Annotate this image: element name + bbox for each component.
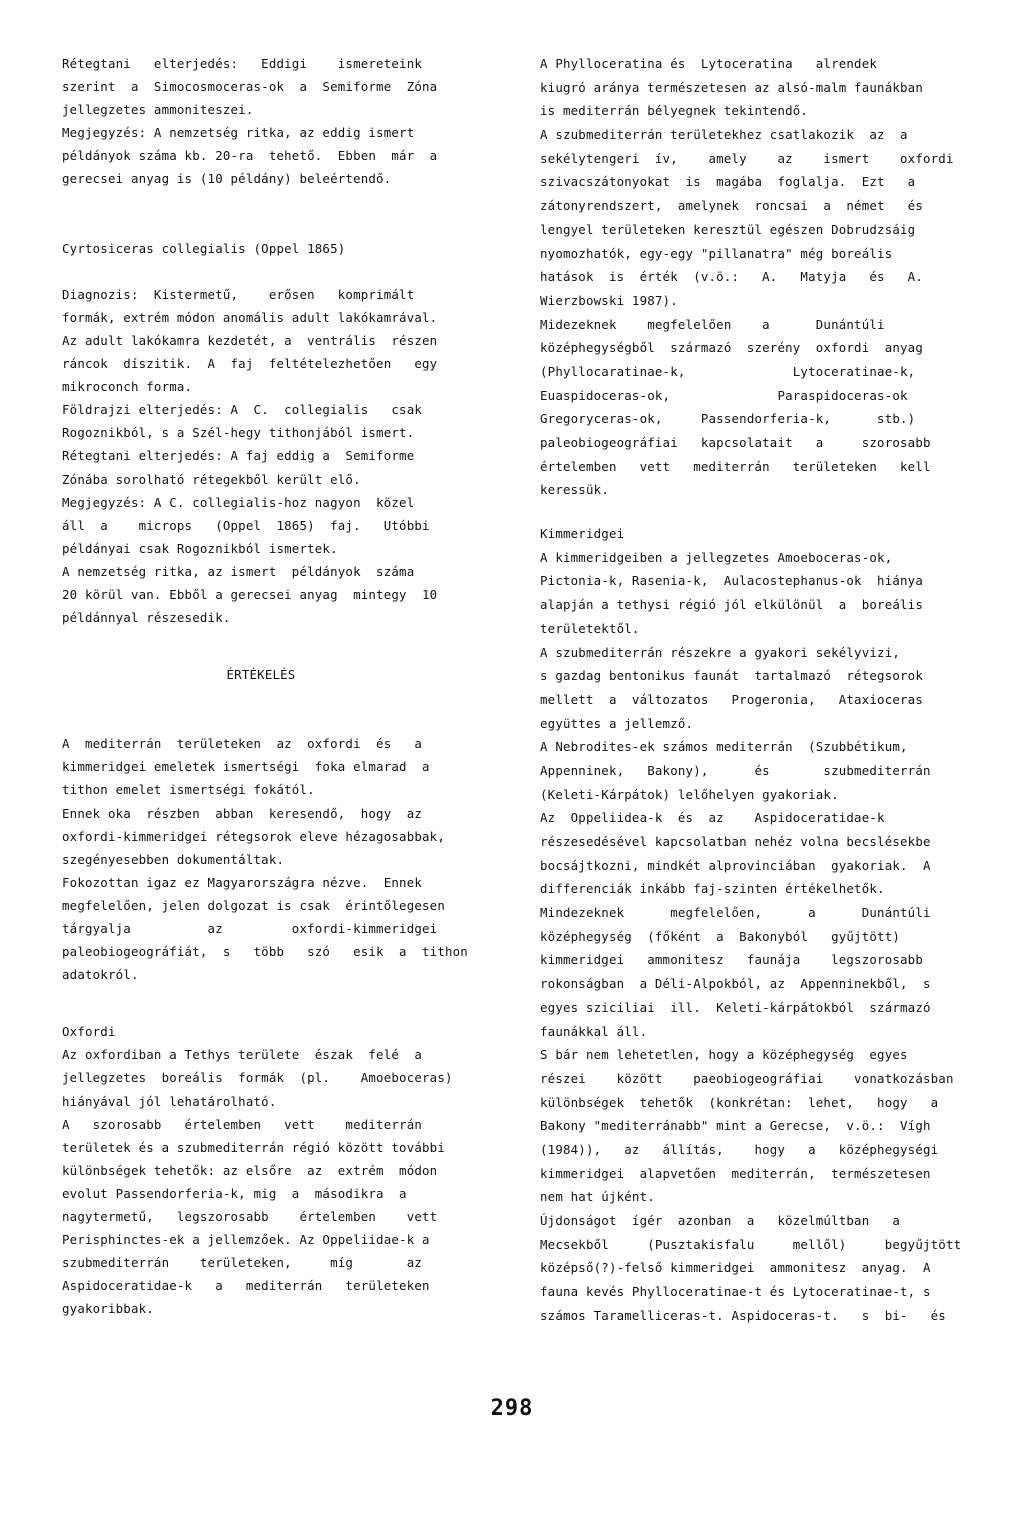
text-line: hatások is érték (v.ö.: A. Matyja és A. xyxy=(540,269,923,285)
text-line: területektől. xyxy=(540,620,640,636)
text-line: Rétegtani elterjedés: A faj eddig a Semiforme xyxy=(62,448,415,464)
paragraph-oxford xyxy=(62,1043,460,1320)
right-column xyxy=(540,52,962,1327)
text-line: is mediterrán bélyegnek tekintendő. xyxy=(540,103,809,119)
page-number: 298 xyxy=(490,1396,534,1421)
text-line: szerint a Simocosmoceras-ok a Semiforme Zóna xyxy=(62,79,438,95)
text-line: középhegységből származó szerény oxfordi anyag xyxy=(540,340,923,356)
text-line: szegényesebben dokumentáltak. xyxy=(62,851,285,867)
paragraph-kimmeridge xyxy=(540,546,962,1328)
text-line: Appenninek, Bakony), és szubmediterrán xyxy=(540,762,931,778)
text-line: Megjegyzés: A nemzetség ritka, az eddig ismert xyxy=(62,125,415,141)
text-line: Bakony "mediterránabb" mint a Gerecse, v.ö.: Vígh xyxy=(540,1118,931,1134)
text-line: paleobiogeográfiát, s több szó esik a tithon xyxy=(62,944,468,960)
text-line: sekélytengeri ív, amely az ismert oxfordi xyxy=(540,150,954,166)
text-line: jellegzetes boreális formák (pl. Amoeboceras) xyxy=(62,1070,453,1086)
text-line: áll a microps (Oppel 1865) faj. Utóbbi xyxy=(62,517,430,533)
text-line: Újdonságot ígér azonban a közelmúltban a xyxy=(540,1213,901,1228)
text-line: Fokozottan igaz ez Magyarországra nézve. Ennek xyxy=(62,874,423,890)
text-line: nem hat újként. xyxy=(540,1189,655,1205)
text-line: példánnyal részesedik. xyxy=(62,610,231,626)
text-line: területek és a szubmediterrán régió között további xyxy=(62,1139,445,1155)
text-line: Mindezeknek megfelelően, a Dunántúli xyxy=(540,905,931,921)
text-line: szubmediterrán területeken, míg az xyxy=(62,1255,423,1271)
text-line: tárgyalja az oxfordi-kimmeridgei xyxy=(62,921,438,936)
text-line: A szorosabb értelemben vett mediterrán xyxy=(62,1116,423,1132)
text-line: különbségek tehetők (konkrétan: lehet, hogy a xyxy=(540,1094,939,1110)
text-line: Aspidoceratidae-k a mediterrán területeken xyxy=(62,1278,430,1294)
text-line: egyes sziciliai ill. Keleti-kárpátokból származó xyxy=(540,999,931,1015)
text-line: A mediterrán területeken az oxfordi és a xyxy=(62,736,423,752)
text-line: részei között paeobiogeográfiai vonatkozásban xyxy=(540,1070,954,1086)
species-title: Cyrtosiceras collegialis (Oppel 1865) xyxy=(62,240,346,256)
text-line: mellett a változatos Progeronia, Ataxioceras xyxy=(540,691,923,707)
text-line: Ennek oka részben abban keresendő, hogy az xyxy=(62,805,423,821)
text-line: kimmeridgei ammonitesz faunája legszorosabb xyxy=(540,952,923,968)
text-line: 20 körül van. Ebből a gerecsei anyag mintegy 10 xyxy=(62,586,438,602)
text-line: Wierzbowski 1987). xyxy=(540,292,678,308)
text-line: A szubmediterrán területekhez csatlakozik az a xyxy=(540,127,908,143)
text-line: Az adult lakókamra kezdetét, a ventrális részen xyxy=(62,332,438,348)
text-line: Az oxfordiban a Tethys területe észak felé a xyxy=(62,1047,423,1063)
text-line: gyakoribbak. xyxy=(62,1301,154,1317)
text-line: nyomozhatók, egy-egy "pillanatra" még boreális xyxy=(540,245,893,261)
text-line: számos Taramelliceras-t. Aspidoceras-t. s bi- és xyxy=(540,1307,946,1323)
text-line: A kimmeridgeiben a jellegzetes Amoeboceras-ok, xyxy=(540,549,893,565)
text-line: megfelelően, jelen dolgozat is csak érintőlegesen xyxy=(62,897,445,913)
text-line: Földrajzi elterjedés: A C. collegialis csak xyxy=(62,402,423,418)
text-line: A nemzetség ritka, az ismert példányok száma xyxy=(62,563,415,579)
text-line: faunákkal áll. xyxy=(540,1023,648,1039)
text-line: rokonságban a Déli-Alpokból, az Appenninekből, s xyxy=(540,976,931,992)
paragraph-phylloceratina xyxy=(540,52,954,502)
text-line: példányok száma kb. 20-ra tehető. Ebben már a xyxy=(62,148,438,164)
text-line: példányai csak Rogoznikból ismertek. xyxy=(62,540,338,556)
text-line: ráncok díszitik. A faj feltételezhetően egy xyxy=(62,356,438,372)
text-line: (Keleti-Kárpátok) lelőhelyen gyakoriak. xyxy=(540,786,839,802)
text-line: zátonyrendszert, amelynek roncsai a német és xyxy=(540,198,923,214)
paragraph-evaluation xyxy=(62,732,468,986)
text-line: szivacszátonyokat is magába foglalja. Ezt a xyxy=(540,174,916,190)
text-line: középhegység (főként a Bakonyból gyűjtött) xyxy=(540,928,901,944)
text-line: lengyel területeken keresztül egészen Dobrudzsáig xyxy=(540,221,916,237)
text-line: differenciák inkább faj-szinten értékelhetők. xyxy=(540,881,885,897)
left-column xyxy=(62,52,468,1321)
text-line: értelemben vett mediterrán területeken kell xyxy=(540,458,931,474)
text-line: Gregoryceras-ok, Passendorferia-k, stb.) xyxy=(540,411,916,427)
text-line: paleobiogeográfiai kapcsolatait a szorosabb xyxy=(540,435,931,450)
text-line: oxfordi-kimmeridgei rétegsorok eleve hézagosabbak, xyxy=(62,828,445,844)
text-line: A Phylloceratina és Lytoceratina alrendek xyxy=(540,56,878,71)
text-line: tithon emelet ismertségi fokától. xyxy=(62,782,315,798)
text-line: formák, extrém módon anomális adult lakókamrával. xyxy=(62,309,438,325)
text-line: evolut Passendorferia-k, mig a másodikra a xyxy=(62,1185,407,1201)
text-line: különbségek tehetők: az elsőre az extrém módon xyxy=(62,1162,438,1178)
text-line: adatokról. xyxy=(62,967,139,983)
text-line: s gazdag bentonikus faunát tartalmazó rétegsorok xyxy=(540,668,923,684)
text-line: hiányával jól lehatárolható. xyxy=(62,1093,277,1109)
text-line: Pictonia-k, Rasenia-k, Aulacostephanus-ok hiánya xyxy=(540,573,923,589)
paragraph-cyrtosiceras-description xyxy=(62,283,460,629)
text-line: Diagnozis: Kistermetű, erősen komprimált xyxy=(62,286,415,302)
text-line: Euaspidoceras-ok, Paraspidoceras-ok xyxy=(540,387,908,403)
text-line: Rogoznikból, s a Szél-hegy tithonjából ismert. xyxy=(62,425,415,441)
text-line: alapján a tethysi régió jól elkülönül a boreális xyxy=(540,597,923,613)
text-line: együttes a jellemző. xyxy=(540,715,694,731)
text-line: kiugró aránya természetesen az alsó-malm faunákban xyxy=(540,79,923,95)
paragraph-stratigraphy-simocosmoceras xyxy=(62,52,460,191)
text-line: Midezeknek megfelelően a Dunántúli xyxy=(540,316,885,332)
text-line: Mecsekből (Pusztakisfalu mellől) begyűjtött xyxy=(540,1236,962,1252)
text-line: kimmeridgei emeletek ismertségi foka elmarad a xyxy=(62,759,430,775)
text-line: Az Oppeliidea-k és az Aspidoceratidae-k xyxy=(540,810,885,826)
text-line: bocsájtkozni, mindkét alprovinciában gyakoriak. A xyxy=(540,857,931,873)
text-line: gerecsei anyag is (10 példány) beleértendő. xyxy=(62,171,392,187)
text-line: nagytermetű, legszorosabb értelemben vett xyxy=(62,1209,438,1225)
text-line: A szubmediterrán részekre a gyakori sekélyvizi, xyxy=(540,644,901,660)
text-line: középső(?)-felső kimmeridgei ammonitesz anyag. A xyxy=(540,1260,931,1276)
text-line: Zónába sorolható rétegekből került elő. xyxy=(62,471,361,487)
text-line: mikroconch forma. xyxy=(62,379,193,395)
text-line: (Phyllocaratinae-k, Lytoceratinae-k, xyxy=(540,363,916,379)
text-line: fauna kevés Phylloceratinae-t és Lytoceratinae-t, s xyxy=(540,1284,931,1300)
text-line: Megjegyzés: A C. collegialis-hoz nagyon közel xyxy=(62,494,415,510)
oxford-heading: Oxfordi xyxy=(62,1024,116,1040)
text-line: keressük. xyxy=(540,482,609,498)
text-line: jellegzetes ammoniteszei. xyxy=(62,102,254,118)
kimmeridge-heading: Kimmeridgei xyxy=(540,526,625,542)
text-line: kimmeridgei alapvetően mediterrán, természetesen xyxy=(540,1165,931,1181)
text-line: A Nebrodites-ek számos mediterrán (Szubbétikum, xyxy=(540,739,908,755)
text-line: Perisphinctes-ek a jellemzőek. Az Oppeliidae-k a xyxy=(62,1232,430,1248)
text-line: Rétegtani elterjedés: Eddigi ismereteink xyxy=(62,56,423,71)
text-line: (1984)), az állítás, hogy a középhegységi xyxy=(540,1141,939,1157)
text-line: S bár nem lehetetlen, hogy a középhegység egyes xyxy=(540,1047,908,1063)
text-line: részesedésével kapcsolatban nehéz volna becslésekbe xyxy=(540,834,931,849)
evaluation-heading: ÉRTÉKELÉS xyxy=(226,667,296,683)
